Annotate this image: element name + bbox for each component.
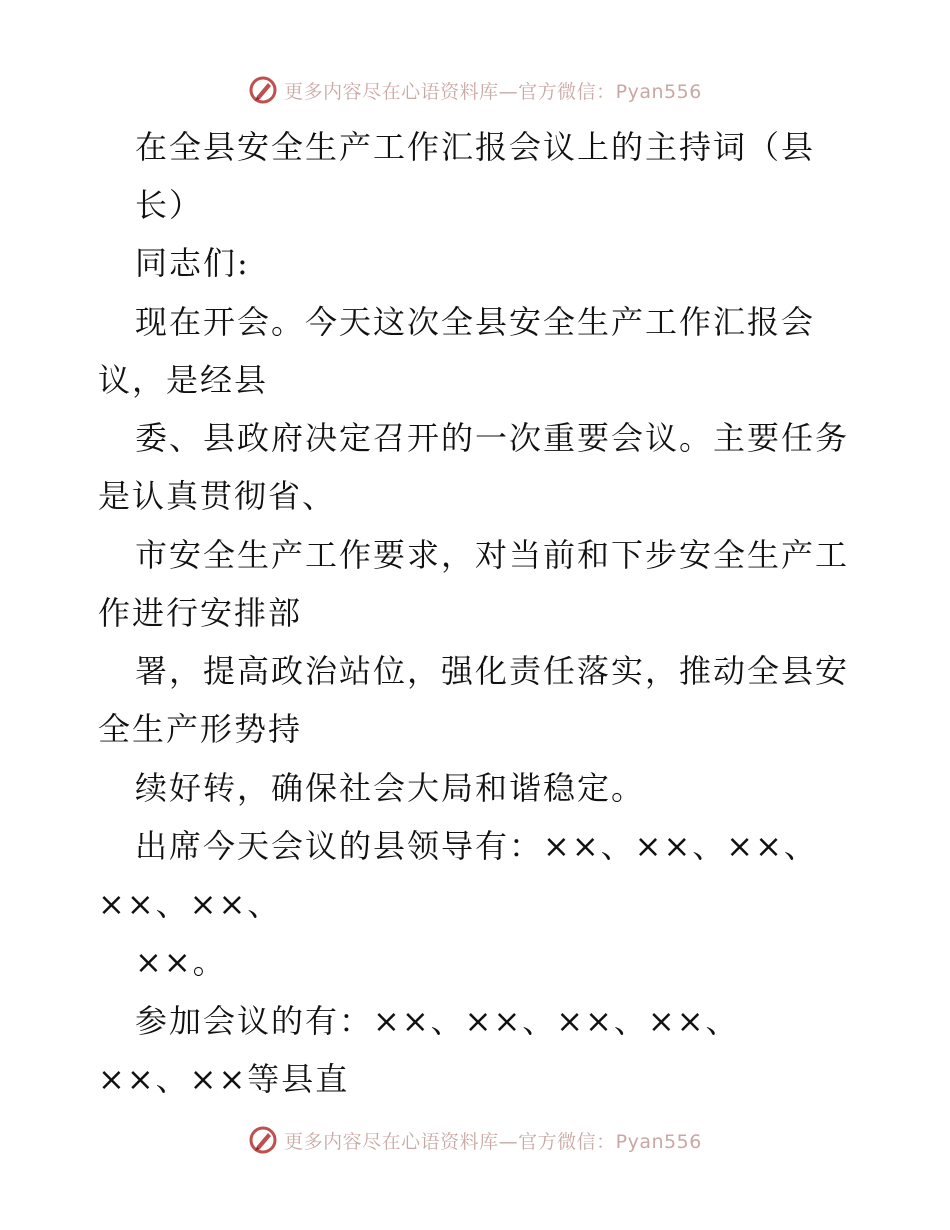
paragraph-7-line-1: 参加会议的有：××、××、××、××、 <box>135 1002 740 1040</box>
paragraph-6-line-2: ××、××、 <box>98 885 282 923</box>
paragraph-1-line-1: 现在开会。今天这次全县安全生产工作汇报会 <box>135 303 816 341</box>
paragraph-4-line-1: 署，提高政治站位，强化责任落实，推动全县安 <box>135 652 850 690</box>
footer-watermark <box>0 1120 950 1160</box>
header-watermark-text: 更多内容尽在心语资料库—官方微信：Pyan556 <box>284 80 702 103</box>
paragraph-6-line-3: ××。 <box>135 943 227 981</box>
pen-logo-icon <box>248 1125 278 1155</box>
footer-watermark-text: 更多内容尽在心语资料库—官方微信：Pyan556 <box>284 1130 702 1153</box>
paragraph-3-line-2: 作进行安排部 <box>98 594 303 632</box>
paragraph-2-line-1: 委、县政府决定召开的一次重要会议。主要任务 <box>135 419 850 457</box>
paragraph-3-line-1: 市安全生产工作要求，对当前和下步安全生产工 <box>135 536 850 574</box>
greeting: 同志们: <box>135 244 250 282</box>
document-title-line-2: 长） <box>135 186 204 224</box>
paragraph-1-line-2: 议，是经县 <box>98 361 269 399</box>
paragraph-5-line-1: 续好转，确保社会大局和谐稳定。 <box>135 769 646 807</box>
document-title-line-1: 在全县安全生产工作汇报会议上的主持词（县 <box>135 128 816 166</box>
paragraph-6-line-1: 出席今天会议的县领导有：××、××、××、 <box>135 827 818 865</box>
paragraph-4-line-2: 全生产形势持 <box>98 710 303 748</box>
paragraph-2-line-2: 是认真贯彻省、 <box>98 477 337 515</box>
paragraph-7-line-2: ××、××等县直 <box>98 1060 350 1098</box>
